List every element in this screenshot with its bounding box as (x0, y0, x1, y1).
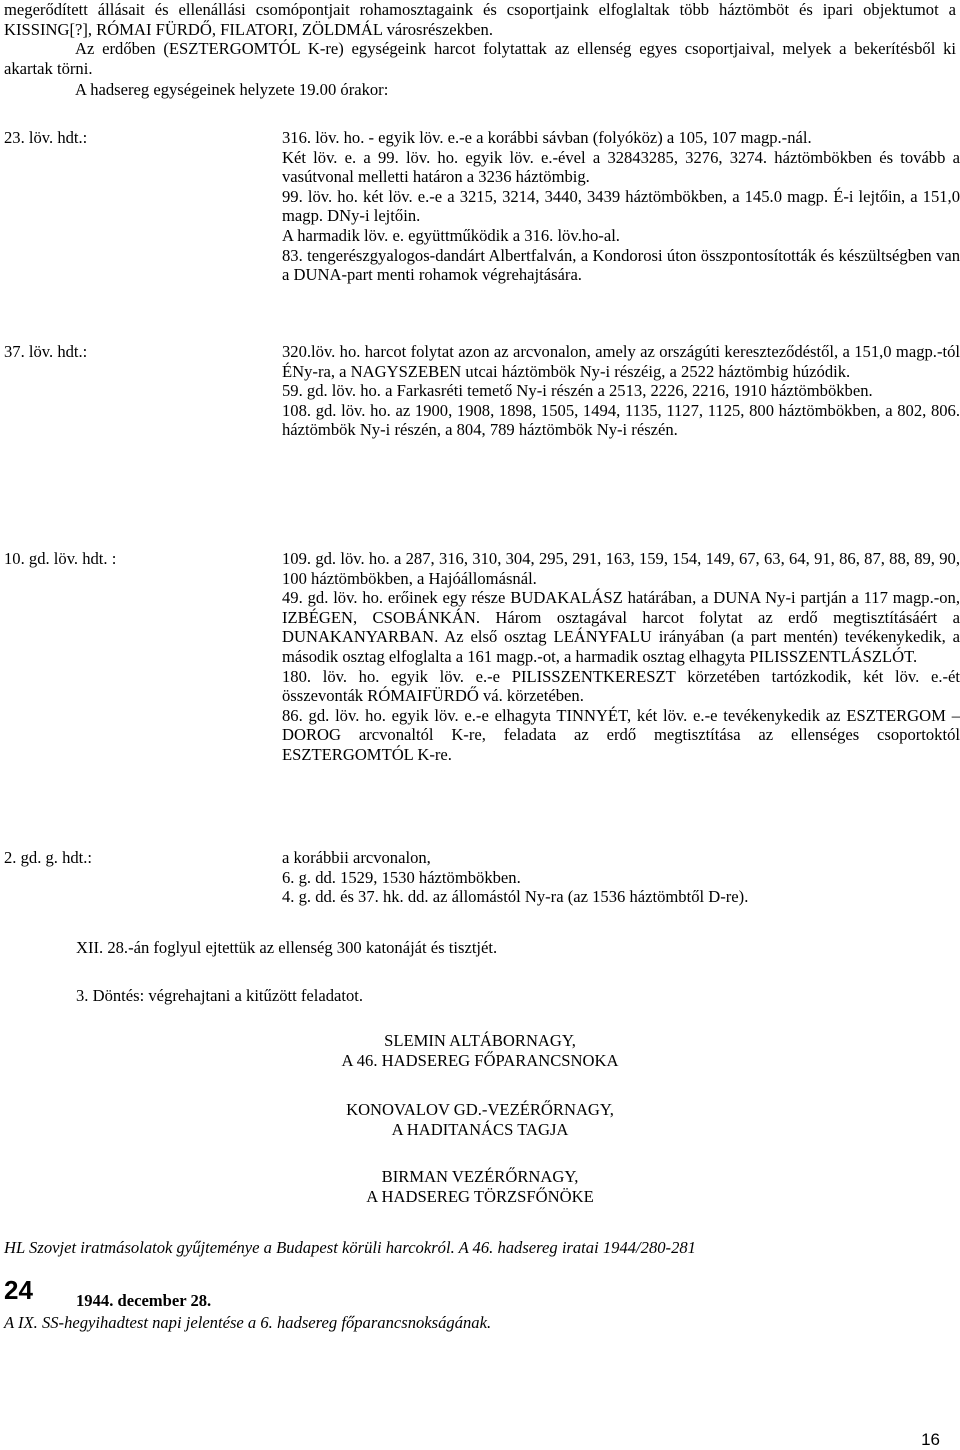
unit-paragraph: 108. gd. löv. ho. az 1900, 1908, 1898, 1505, 1494, 1135, 1127, 1125, 800 háztömbökben, a 802, 806. háztömbök Ny-i részén, a 804, 789 háztömbök Ny-i részén. (282, 400, 960, 440)
signature-name: SLEMIN ALTÁBORNAGY, (384, 1031, 576, 1050)
unit-paragraph: 316. löv. ho. - egyik löv. e.-e a korábbi sávban (folyóköz) a 105, 107 magp.-nál. (282, 128, 812, 147)
unit-paragraph: 49. gd. löv. ho. erőinek egy része BUDAKALÁSZ határában, a DUNA Ny-i partján a 117 magp.-on, IZBÉGEN, CSOBÁNKÁN. Három osztagával harcot folytat az erdő megtisztításáért a DUNAKANYARBAN. Az első osztag LEÁNYFALU irányában (a part mentén) tevékenykedik, a második osztag elfoglalta a 161 magp.-ot, a harmadik osztag elhagyta PILISSZENTLÁSZLÓT. (282, 588, 960, 666)
intro-section (4, 0, 956, 100)
unit-paragraph: 109. gd. löv. ho. a 287, 316, 310, 304, 295, 291, 163, 159, 154, 149, 67, 63, 64, 91, 86, 87, 88, 89, 90, 100 háztömbökben, a Hajóállomásnál. (282, 549, 960, 588)
document-number: 24 (4, 1275, 33, 1305)
unit-paragraph: A harmadik löv. e. együttműködik a 316. löv.ho-al. (282, 225, 620, 245)
unit-label: 10. gd. löv. hdt. : (4, 549, 117, 568)
unit-body (282, 848, 960, 907)
unit-label: 23. löv. hdt.: (4, 128, 88, 147)
unit-paragraph: 99. löv. ho. két löv. e.-e a 3215, 3214, 3440, 3439 háztömbökben, a 145.0 magp. É-i lejtőin, a 151,0 magp. DNy-i lejtőin. (282, 186, 960, 226)
unit-body (282, 549, 960, 765)
unit-paragraph: Két löv. e. a 99. löv. ho. egyik löv. e.-ével a 32843285, 3276, 3274. háztömbökben és tovább a vasútvonal melletti határon a 3236 háztömbig. (282, 147, 960, 187)
signature-block-3 (0, 1167, 960, 1206)
unit-paragraph: 59. gd. löv. ho. a Farkasréti temető Ny-i részén a 2513, 2226, 2216, 1910 háztömbökben. (282, 381, 873, 401)
signature-block-2 (0, 1100, 960, 1139)
unit-paragraph: 180. löv. ho. egyik löv. e.-e PILISSZENTKERESZT körzetében tartózkodik, két löv. e.-ét összevonták RÓMAIFÜRDŐ vá. körzetében. (282, 666, 960, 706)
signature-title: A HADITANÁCS TAGJA (391, 1119, 569, 1139)
unit-body (282, 342, 960, 440)
decision-note: 3. Döntés: végrehajtani a kitűzött feladatot. (76, 986, 364, 1005)
unit-label: 37. löv. hdt.: (4, 342, 88, 361)
intro-paragraph-2: Az erdőben (ESZTERGOMTÓL K-re) egységeink harcot folytattak az ellenség egyes csoportjaival, melyek a bekerítésből ki akartak törni. (4, 39, 956, 78)
unit-paragraph: 320.löv. ho. harcot folytat azon az arcvonalon, amely az országúti kereszteződéstől, a 151,0 magp.-tól ÉNy-ra, a NAGYSZEBEN utcai háztömbök Ny-i részéig, a 2522 háztömbig húzódik. (282, 342, 960, 381)
unit-paragraph: 4. g. dd. és 37. hk. dd. az állomástól Ny-ra (az 1536 háztömbtől D-re). (282, 887, 749, 907)
signature-name: KONOVALOV GD.-VEZÉRŐRNAGY, (346, 1100, 614, 1119)
source-citation: HL Szovjet iratmásolatok gyűjteménye a Budapest körüli harcokról. A 46. hadsereg iratai 1944/280-281 (4, 1238, 696, 1257)
intro-paragraph-3: A hadsereg egységeinek helyzete 19.00 órakor: (75, 80, 389, 100)
unit-paragraph: 86. gd. löv. ho. egyik löv. e.-e elhagyta TINNYÉT, két löv. e.-e tevékenykedik az ESZTERGOM – DOROG arcvonaltól K-re, feladata az erdő megtisztítása az ellenséges csoportoktól ESZTERGOMTÓL K-re. (282, 705, 960, 764)
document-subtitle: A IX. SS-hegyihadtest napi jelentése a 6. hadsereg főparancsnokságának. (4, 1313, 492, 1332)
losses-note: XII. 28.-án foglyul ejtettük az ellenség 300 katonáját és tisztjét. (76, 938, 498, 957)
signature-block-1 (0, 1031, 960, 1070)
page-number: 16 (921, 1430, 940, 1449)
unit-label: 2. gd. g. hdt.: (4, 848, 93, 867)
signature-title: A HADSEREG TÖRZSFŐNÖKE (366, 1186, 594, 1206)
unit-paragraph: 83. tengerészgyalogos-dandárt Albertfalván, a Kondorosi úton összpontosították és készültségben van a DUNA-part menti rohamok végrehajtására. (282, 245, 960, 285)
document-date: 1944. december 28. (76, 1291, 212, 1310)
intro-paragraph-1: megerődített állásait és ellenállási csomópontjait rohamosztagaink és csoportjaink elfoglaltak több háztömböt és ipari objektumot a KISSING[?], RÓMAI FÜRDŐ, FILATORI, ZÖLDMÁL városrészekben. (4, 0, 956, 39)
signature-name: BIRMAN VEZÉRŐRNAGY, (381, 1167, 579, 1186)
unit-paragraph: 6. g. dd. 1529, 1530 háztömbökben. (282, 867, 521, 887)
signature-title: A 46. HADSEREG FŐPARANCSNOKA (341, 1050, 619, 1070)
unit-paragraph: a korábbii arcvonalon, (282, 848, 431, 867)
unit-body (282, 128, 960, 285)
